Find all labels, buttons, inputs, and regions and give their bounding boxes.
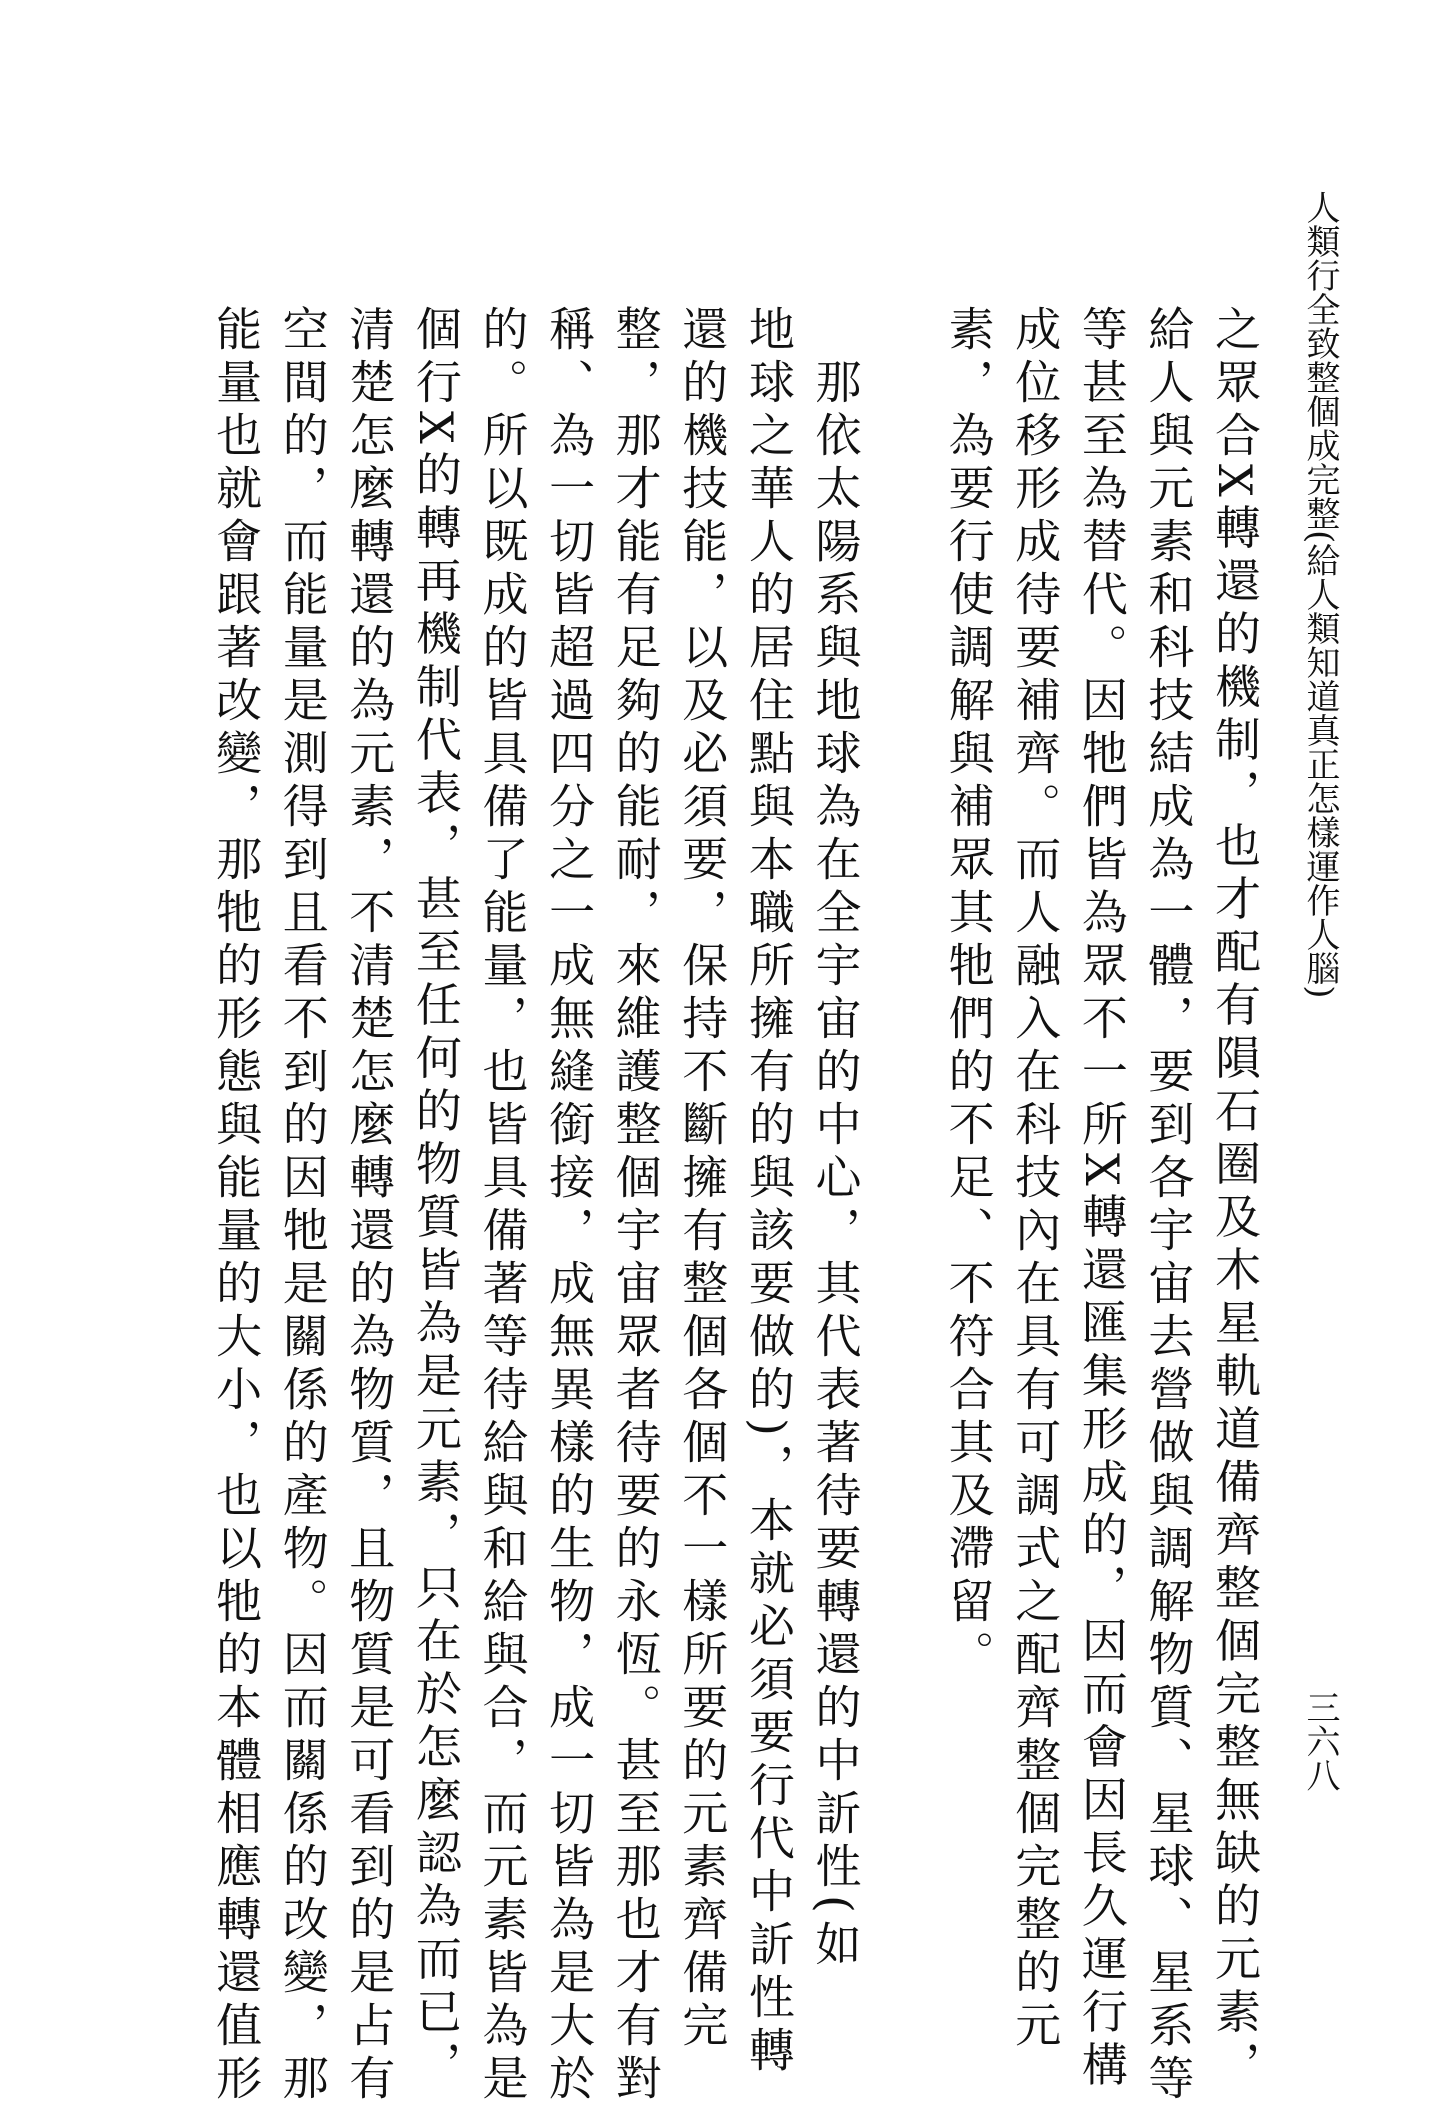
- text-column: 之眾合X轉還的機制，也才配有隕石圈及木星軌道備齊整個完整無缺的元素，: [1208, 305, 1262, 2094]
- body-text: [203, 305, 1269, 2107]
- text-column: 清楚怎麼轉還的為元素，不清楚怎麼轉還的為物質，且物質是可看到的是占有: [342, 305, 397, 2107]
- text-column: 空間的，而能量是測得到且看不到的因牠是關係的產物。因而關係的改變，那: [275, 305, 330, 2107]
- text-column: 那依太陽系與地球為在全宇宙的中心，其代表著待要轉還的中訢性(如: [808, 305, 863, 1973]
- text-column: 等甚至為替代。因牠們皆為眾不一所X轉還匯集形成的，因而會因長久運行構: [1074, 305, 1129, 2094]
- text-column: 給人與元素和科技結成為一體，要到各宇宙去營做與調解物質、星球、星系等: [1141, 305, 1196, 2107]
- page-number: 三六八: [1300, 1690, 1340, 1792]
- text-column: 整，那才能有足夠的能耐，來維護整個宇宙眾者待要的永恆。甚至那也才有對: [608, 305, 663, 2107]
- text-column: 素，為要行使調解與補眾其牠們的不足、不符合其及滯留。: [941, 305, 996, 1683]
- paragraph-gap: [868, 305, 935, 1925]
- text-column: 地球之華人的居住點與本職所擁有的與該要做的)，本就必須要行代中訢性轉: [741, 305, 796, 2079]
- text-column: 稱、為一切皆超過四分之一成無縫銜接，成無異樣的生物，成一切皆為是大於: [542, 305, 597, 2107]
- text-column: 能量也就會跟著改變，那牠的形態與能量的大小，也以牠的本體相應轉還值形: [209, 305, 264, 2107]
- text-column: 的。所以既成的皆具備了能量，也皆具備著等待給與和給與合，而元素皆為是: [475, 305, 530, 2107]
- text-column: 還的機技能，以及必須要，保持不斷擁有整個各個不一樣所要的元素齊備完: [675, 305, 730, 2054]
- text-column: 成位移形成待要補齊。而人融入在科技內在具有可調式之配齊整個完整的元: [1008, 305, 1063, 2054]
- running-title: 人類行全致整個成完整(給人類知道真正怎樣運作人腦): [1300, 190, 1340, 999]
- text-column: 個行X的轉再機制代表，甚至任何的物質皆為是元素，只在於怎麼認為而已，: [408, 305, 463, 2094]
